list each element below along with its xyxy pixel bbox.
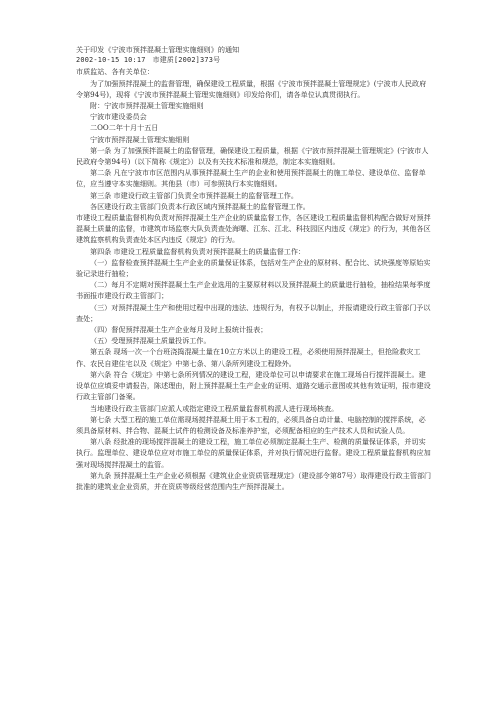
article-paragraph: 第九条 预拌混凝土生产企业必须根据《建筑业企业资质管理规定》（建设部令第87号）取得建设行政主管部门批准的建筑业企业资质，并在资质等级经营范围内生产预拌混凝土。 [76, 470, 432, 491]
article-paragraph: 各区建设行政主管部门负责本行政区域内预拌混凝土的监督管理工作。 [90, 201, 310, 211]
article-paragraph: 第二条 凡在宁波市市区范围内从事预拌混凝土生产的企业和使用预拌混凝土的施工单位、建设单位、监督单位，应当遵守本实施细则。其他县（市）可参照执行本实施细则。 [76, 168, 426, 189]
article-paragraph: 第六条 符合《规定》中第七条所列情况的建设工程，建设单位可以申请要求在施工现场自行搅拌混凝土。建设单位应填妥申请报告，陈述理由，附上预拌混凝土生产企业的证明、道路交通示意图或其他有效证明，报市建设行政主管部门备案。 [76, 369, 431, 402]
article-paragraph: （五）受理预拌混凝土质量投诉工作。 [90, 336, 211, 346]
article-paragraph: （四）督促预拌混凝土生产企业每月及时上报统计报表； [90, 325, 268, 335]
article-paragraph: 第七条 大型工程的施工单位需现场搅拌混凝土用于本工程的，必须具备自动计量、电脑控制的搅拌系统，必须具备原材料、拌合物、混凝土试件的检测设备及标准养护室，必须配备相应的生产技术人员和试验人员。 [76, 414, 426, 435]
article-paragraph: （二）每月不定期对预拌混凝土生产企业选用的主要原材料以及预拌混凝土的质量进行抽检，抽检结果每季度书面报市建设行政主管部门； [76, 280, 431, 301]
article-paragraph: （一）监督检查预拌混凝土生产企业的质量保证体系，包括对生产企业的原材料、配合比、试块强度等原始实验记录进行抽检； [76, 257, 431, 279]
salutation: 市质监站、各有关单位： [76, 67, 155, 77]
intro-paragraph: 为了加强预拌混凝土的监督管理，确保建设工程质量，根据《宁波市预拌混凝土管理规定》(宁波市人民政府令第94号)，现将《宁波市预拌混凝土管理实施细则》印发给你们，请各单位认真贯彻执行。 [76, 78, 427, 99]
article-paragraph: 第一条 为了加强预拌混凝土的监督管理，确保建设工程质量，根据《宁波市预拌混凝土管理规定》(宁波市人民政府令第94号)（以下简称《规定》）以及有关技术标准和规范，制定本实施细则。 [76, 145, 429, 167]
rules-title: 宁波市预拌混凝土管理实施细则 [90, 134, 190, 144]
notice-title: 关于印发《宁波市预拌混凝土管理实施细则》的通知 [76, 45, 240, 54]
article-paragraph: （三）对预拌混凝土生产和使用过程中出现的违法、违规行为，有权予以制止，并报请建设行政主管部门予以查处； [76, 302, 431, 323]
article-paragraph: 第三条 市建设行政主管部门负责全市预拌混凝土的监督管理工作。 [90, 190, 298, 200]
article-paragraph: 第四条 市建设工程质量监督机构负责对预拌混凝土的质量监督工作： [90, 246, 306, 256]
attachment-line: 附：宁波市预拌混凝土管理实施细则 [90, 101, 204, 111]
notice-meta: 2002-10-15 10:17 市建质[2002]373号 [76, 56, 221, 65]
article-paragraph: 第五条 现场一次一个台班浇捣混凝土量在10立方米以上的建设工程，必须使用预拌混凝土，但抢险救灾工作、农民自建住宅以及《规定》中第七条、第八条所列建设工程除外。 [76, 347, 421, 368]
article-paragraph: 当地建设行政主管部门应派人或指定建设工程质量监督机构派人进行现场核查。 [90, 403, 339, 413]
issuer: 宁波市建设委员会 [90, 112, 147, 122]
article-paragraph: 第八条 经批准的现场搅拌混凝土的建设工程，施工单位必须制定混凝土生产、检测的质量保证体系，并切实执行。监理单位、建设单位应对市施工单位的质量保证体系，并对执行情况进行监督。建设工程质量监督机构应加强对现场搅拌混凝土的监管。 [76, 437, 431, 469]
article-paragraph: 市建设工程质量监督机构负责对预拌混凝土生产企业的质量监督工作，各区建设工程质量监督机构配合做好对预拌混凝土质量的监督，市建筑市场监察大队负责查处海曙、江东、江北、科技园区内违反《规定》的行为，其他各区建筑监察机构负责查处本区内违反《规定》的行为。 [76, 213, 431, 245]
issue-date: 二OO二年十月十五日 [90, 123, 159, 133]
